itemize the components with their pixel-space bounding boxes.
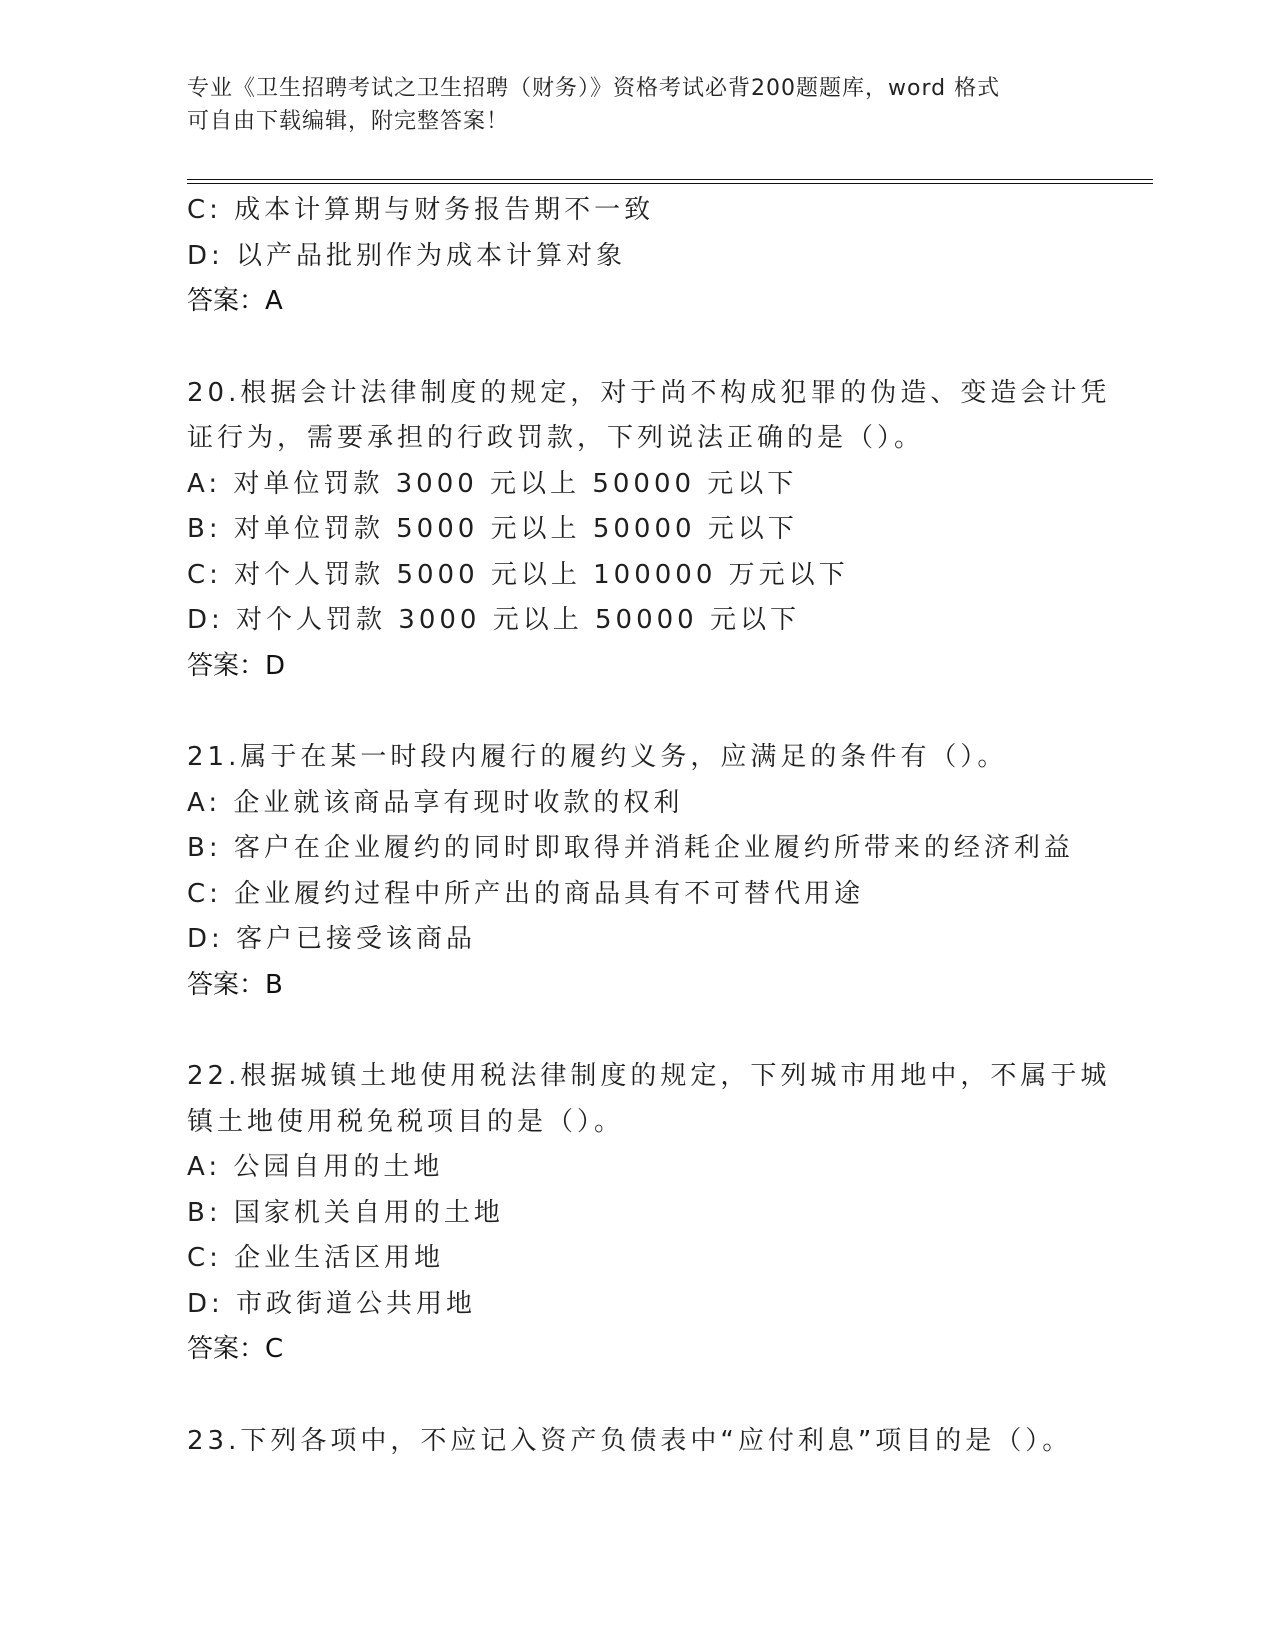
question-21	[187, 735, 1087, 1008]
answer-label: 答案：C	[187, 1334, 284, 1364]
question-23	[187, 1419, 1087, 1465]
question-stem: 21.属于在某一时段内履行的履约义务，应满足的条件有（）。	[187, 742, 1008, 772]
question-stem: 镇土地使用税免税项目的是（）。	[187, 1106, 625, 1137]
option-a: A: 企业就该商品享有现时收款的权利	[187, 787, 684, 818]
question-stem: 22.根据城镇土地使用税法律制度的规定，下列城市用地中，不属于城	[187, 1061, 1111, 1091]
option-d: D: 以产品批别作为成本计算对象	[187, 240, 627, 271]
question-stem: 证行为，需要承担的行政罚款，下列说法正确的是（）。	[187, 423, 925, 453]
option-a: A: 公园自用的土地	[187, 1152, 444, 1182]
question-22	[187, 1054, 1111, 1373]
option-b: B: 客户在企业履约的同时即取得并消耗企业履约所带来的经济利益	[187, 833, 1074, 863]
option-d: D: 市政街道公共用地	[187, 1288, 477, 1319]
question-list	[187, 188, 1111, 1464]
option-c: C: 成本计算期与财务报告期不一致	[187, 195, 655, 225]
option-c: C: 企业生活区用地	[187, 1243, 445, 1273]
option-c: C: 企业履约过程中所产出的商品具有不可替代用途	[187, 878, 865, 909]
answer-label: 答案：D	[187, 650, 286, 681]
answer-label: 答案：B	[187, 969, 283, 1000]
option-b: B: 国家机关自用的土地	[187, 1197, 504, 1228]
header-divider-top	[187, 179, 1153, 180]
question-19-tail	[187, 188, 1087, 325]
document-header	[187, 72, 1067, 138]
question-20	[187, 371, 1111, 690]
answer-label: 答案：A	[187, 286, 283, 316]
option-d: D: 对个人罚款 3000 元以上 50000 元以下	[187, 605, 800, 635]
option-a: A: 对单位罚款 3000 元以上 50000 元以下	[187, 468, 798, 499]
header-line-1: 专业《卫生招聘考试之卫生招聘（财务）》资格考试必背200题题库，word 格式	[187, 76, 1001, 101]
header-divider-bottom	[187, 183, 1153, 184]
question-stem: 20.根据会计法律制度的规定，对于尚不构成犯罪的伪造、变造会计凭	[187, 377, 1111, 408]
option-d: D: 客户已接受该商品	[187, 924, 477, 954]
question-stem: 23.下列各项中，不应记入资产负债表中“应付利息”项目的是（）。	[187, 1425, 1073, 1456]
option-b: B: 对单位罚款 5000 元以上 50000 元以下	[187, 514, 798, 544]
option-c: C: 对个人罚款 5000 元以上 100000 万元以下	[187, 559, 849, 590]
header-line-2: 可自由下载编辑，附完整答案！	[187, 109, 510, 134]
